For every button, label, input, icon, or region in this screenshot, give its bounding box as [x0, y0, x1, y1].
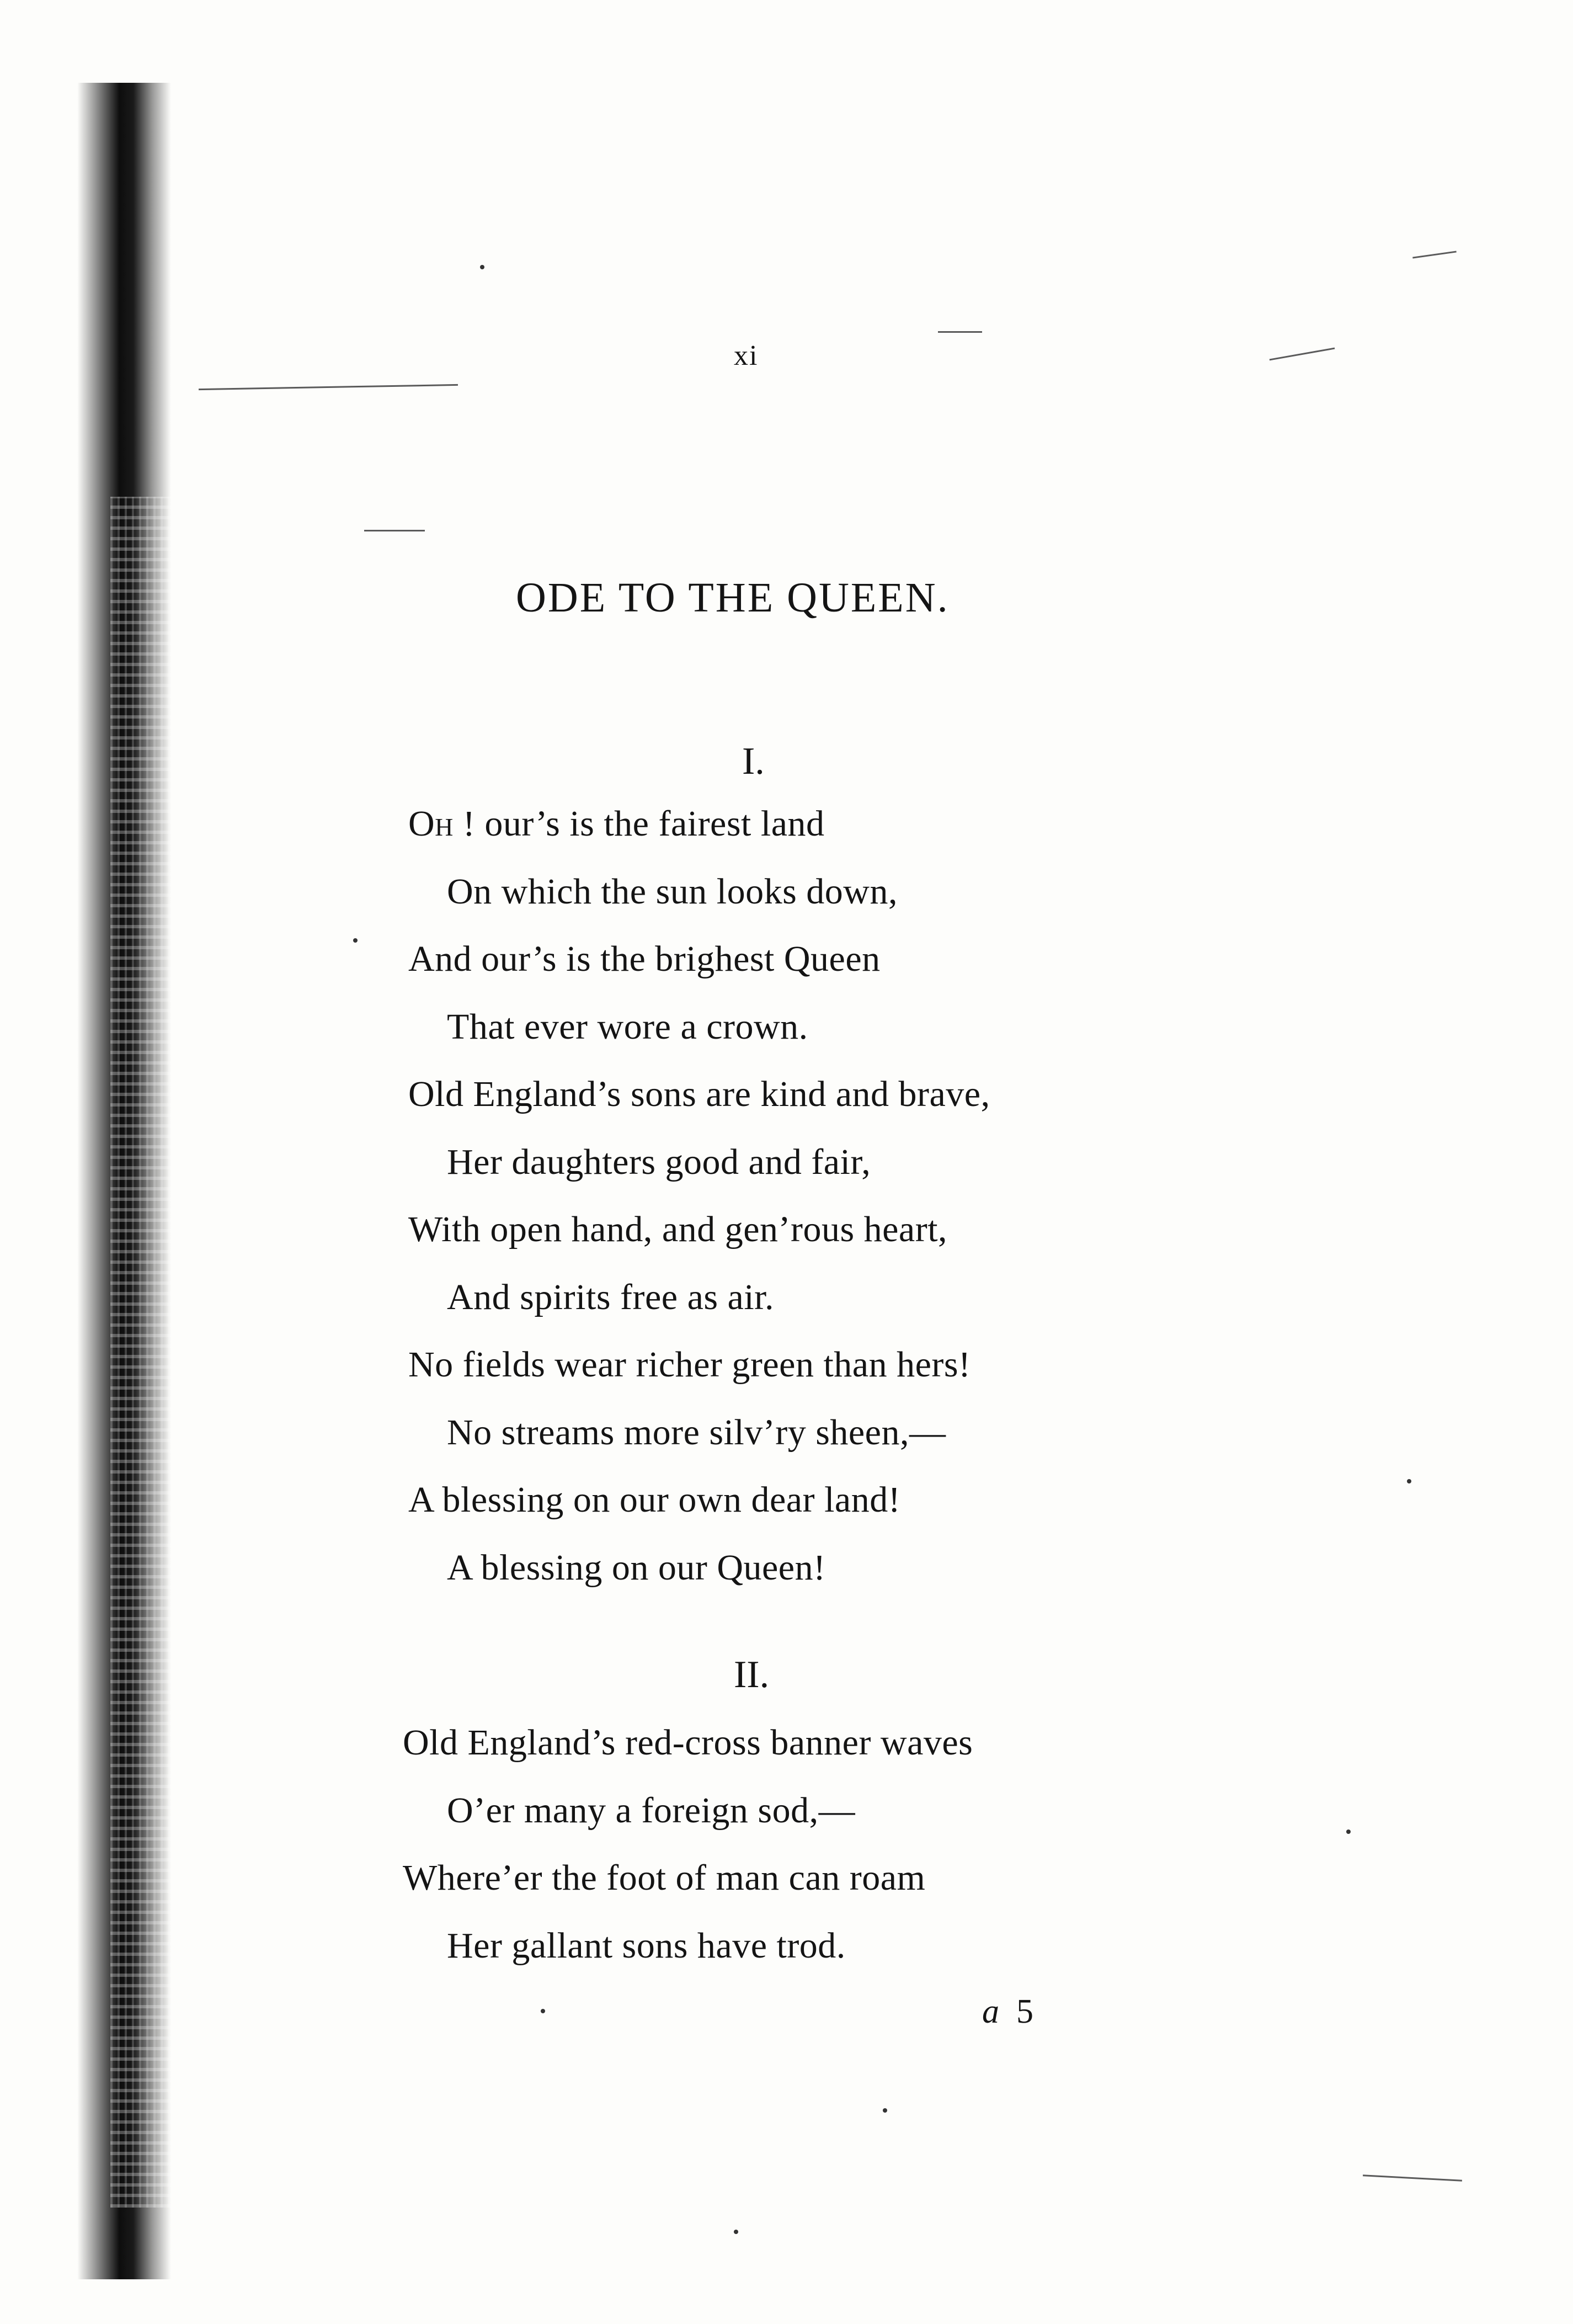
scan-speck: [734, 2230, 738, 2234]
page-number: xi: [734, 340, 759, 371]
verse-line: O’er many a foreign sod,—: [447, 1790, 856, 1831]
verse-line: [408, 806, 825, 842]
scan-speck: [1346, 1830, 1351, 1834]
scan-mark-line: [199, 384, 458, 390]
verse-line: Old England’s red-cross banner waves: [403, 1722, 973, 1763]
verse-line: No fields wear richer green than hers!: [408, 1344, 971, 1385]
printer-signature-mark: [982, 1992, 1033, 2031]
verse-line: A blessing on our own dear land!: [408, 1480, 901, 1520]
signature-number: 5: [1016, 1993, 1033, 2030]
verse-line: Her gallant sons have trod.: [447, 1926, 846, 1966]
verse-line: With open hand, and gen’rous heart,: [408, 1209, 948, 1249]
verse-line: That ever wore a crown.: [447, 1007, 808, 1047]
scan-speck: [883, 2108, 887, 2113]
scan-speck: [1407, 1479, 1411, 1483]
stanza-number: II.: [734, 1653, 770, 1696]
scan-mark-line: [1270, 348, 1335, 361]
stanza-number: I.: [742, 740, 765, 783]
verse-initial-word: Oh: [408, 804, 454, 844]
scan-mark-line: [1363, 2174, 1462, 2181]
poem-title: ODE TO THE QUEEN.: [516, 575, 950, 621]
scan-mark-line: [938, 331, 982, 333]
binding-speckle: [110, 497, 171, 2208]
verse-line: No streams more silv’ry sheen,—: [447, 1412, 946, 1453]
verse-line: Her daughters good and fair,: [447, 1142, 871, 1182]
scan-speck: [480, 265, 484, 269]
verse-line: Where’er the foot of man can roam: [403, 1858, 926, 1898]
scan-mark-line: [1412, 251, 1457, 258]
verse-line: On which the sun looks down,: [447, 871, 898, 912]
scan-speck: [541, 2009, 545, 2013]
verse-line: Old England’s sons are kind and brave,: [408, 1074, 990, 1114]
signature-letter: a: [982, 1993, 999, 2030]
verse-line: And our’s is the brighest Queen: [408, 939, 881, 979]
verse-line: And spirits free as air.: [447, 1277, 775, 1317]
verse-line-rest: ! our’s is the fairest land: [453, 804, 825, 844]
scan-speck: [353, 938, 358, 943]
scan-mark-line: [364, 530, 425, 531]
verse-line: A blessing on our Queen!: [447, 1547, 826, 1588]
